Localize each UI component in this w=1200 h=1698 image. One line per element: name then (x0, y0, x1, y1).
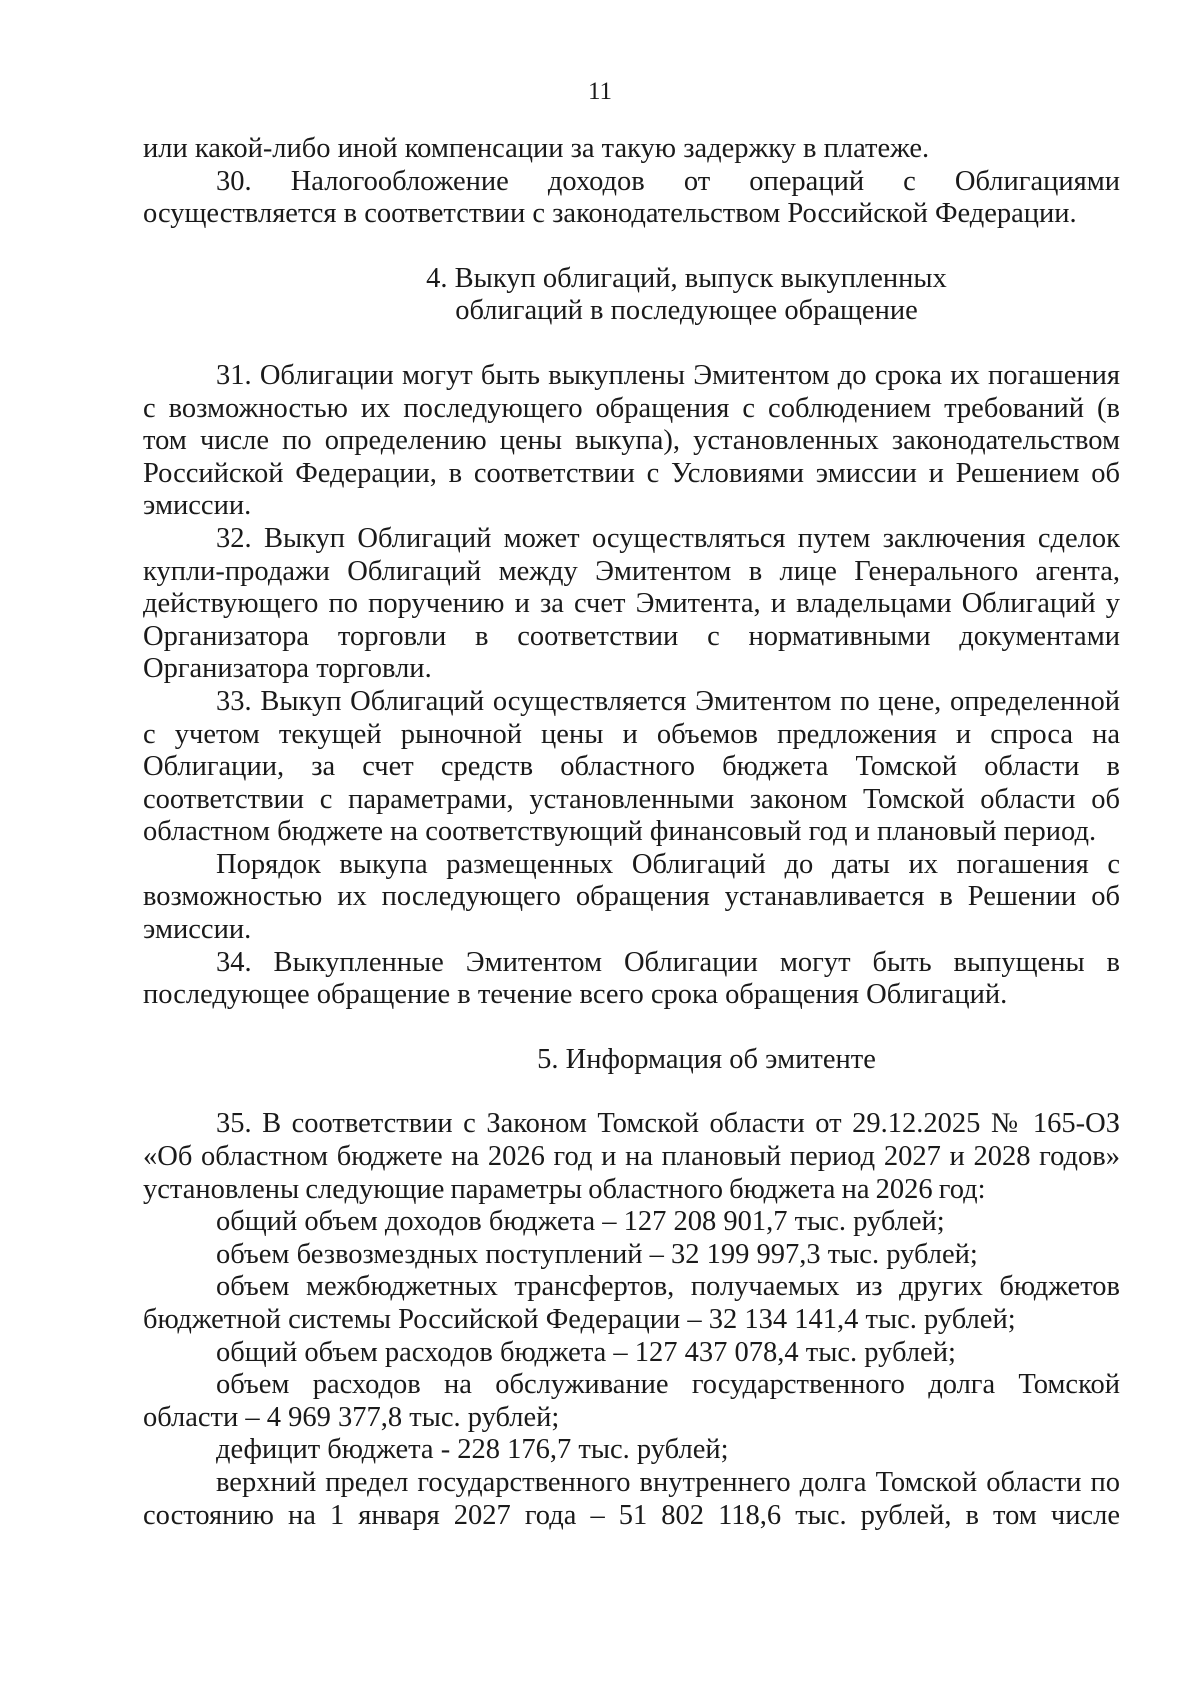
paragraph-continuation: или какой-либо иной компенсации за такую задержку в платеже. (143, 133, 930, 164)
paragraph-30: 30. Налогообложение доходов от операций с Облигациями осуществляется в соответствии с законодательством Российской Федерации. (143, 165, 1120, 230)
section-5-heading: 5. Информация об эмитенте (537, 1043, 876, 1075)
page-number: 11 (587, 78, 613, 105)
budget-item-debt-limit: верхний предел государственного внутреннего долга Томской области по состоянию на 1 января 2027 года – 51 802 118,6 тыс. рублей, в том числе (143, 1466, 1120, 1531)
budget-item-grants: объем безвозмездных поступлений – 32 199 997,3 тыс. рублей; (216, 1238, 978, 1270)
paragraph-34: 34. Выкупленные Эмитентом Облигации могут быть выпущены в последующее обращение в течение всего срока обращения Облигаций. (143, 946, 1120, 1011)
paragraph-buyback-procedure: Порядок выкупа размещенных Облигаций до даты их погашения с возможностью их последующего обращения устанавливается в Решении об эмиссии. (143, 848, 1120, 946)
budget-item-deficit: дефицит бюджета - 228 176,7 тыс. рублей; (216, 1434, 729, 1466)
section-4-heading-line1: 4. Выкуп облигаций, выпуск выкупленных (426, 262, 947, 294)
section-4-heading (143, 263, 1120, 328)
document-body (143, 133, 1120, 1532)
budget-item-transfers: объем межбюджетных трансфертов, получаемых из других бюджетов бюджетной системы Российской Федерации – 32 134 141,4 тыс. рублей; (143, 1271, 1120, 1335)
paragraph-31: 31. Облигации могут быть выкуплены Эмитентом до срока их погашения с возможностью их последующего обращения с соблюдением требований (в том числе по определению цены выкупа), установленных законодательством Российской Федерации, в соответствии с Условиями эмиссии и Решением об эмиссии. (143, 359, 1120, 522)
budget-item-expenses: общий объем расходов бюджета – 127 437 078,4 тыс. рублей; (216, 1336, 956, 1368)
budget-item-debt-service: объем расходов на обслуживание государственного долга Томской области – 4 969 377,8 тыс. рублей; (143, 1369, 1120, 1433)
paragraph-33: 33. Выкуп Облигаций осуществляется Эмитентом по цене, определенной с учетом текущей рыночной цены и объемов предложения и спроса на Облигации, за счет средств областного бюджета Томской области в соответствии с параметрами, установленными законом Томской области об областном бюджете на соответствующий финансовый год и плановый период. (143, 685, 1120, 848)
section-4-heading-line2: облигаций в последующее обращение (455, 295, 918, 327)
budget-item-revenue: общий объем доходов бюджета – 127 208 901,7 тыс. рублей; (216, 1206, 945, 1238)
paragraph-32: 32. Выкуп Облигаций может осуществляться путем заключения сделок купли-продажи Облигаций между Эмитентом в лице Генерального агента, действующего по поручению и за счет Эмитента, и владельцами Облигаций у Организатора торговли в соответствии с нормативными документами Организатора торговли. (143, 522, 1120, 685)
paragraph-35: 35. В соответствии с Законом Томской области от 29.12.2025 № 165-ОЗ «Об областном бюджете на 2026 год и на плановый период 2027 и 2028 годов» установлены следующие параметры областного бюджета на 2026 год: (143, 1108, 1120, 1205)
